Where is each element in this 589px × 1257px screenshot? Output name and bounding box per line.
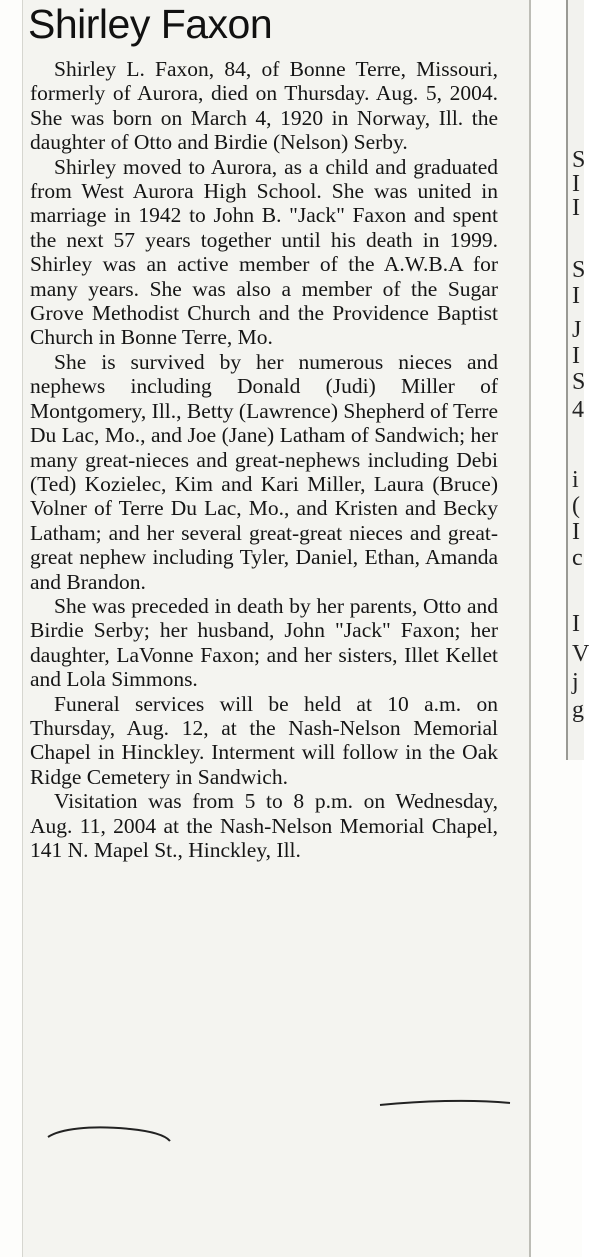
- fragment-char: j: [572, 669, 579, 695]
- paragraph-death-birth: Shirley L. Faxon, 84, of Bonne Terre, Missouri, formerly of Aurora, died on Thursday. Aug. 5, 2004. She was born on March 4, 1920 in Norway, Ill. the daughter of Otto and Birdie (Nelson) Serby.: [30, 57, 498, 155]
- fragment-char: I: [572, 195, 580, 221]
- obituary-headline: Shirley Faxon: [28, 1, 273, 47]
- paragraph-survivors: She is survived by her numerous nieces and nephews including Donald (Judi) Miller of Montgomery, Ill., Betty (Lawrence) Shepherd of Terre Du Lac, Mo., and Joe (Jane) Latham of Sandwich; her many great-nieces and great-nephews including Debi (Ted) Kozielec, Kim and Kari Miller, Laura (Bruce) Volner of Terre Du Lac, Mo., and Kristen and Becky Latham; and her several great-great nieces and great-great nephew including Tyler, Daniel, Ethan, Amanda and Brandon.: [30, 349, 498, 594]
- paragraph-preceded: She was preceded in death by her parents, Otto and Birdie Serby; her husband, John "Jack" Faxon; her daughter, LaVonne Faxon; and her sisters, Illet Kellet and Lola Simmons.: [30, 593, 498, 692]
- fragment-char: S: [572, 147, 586, 173]
- fragment-char: J: [572, 317, 582, 343]
- fragment-char: I: [572, 283, 580, 309]
- fragment-char: g: [572, 697, 584, 723]
- fragment-char: (: [572, 493, 580, 519]
- fragment-char: I: [572, 343, 580, 369]
- fragment-char: S: [572, 257, 586, 283]
- fragment-char: S: [572, 369, 586, 395]
- fragment-char: I: [572, 519, 580, 545]
- fragment-char: 4: [572, 397, 584, 423]
- fragment-char: i: [572, 467, 579, 493]
- fragment-char: I: [572, 171, 580, 197]
- paragraph-life: Shirley moved to Aurora, as a child and graduated from West Aurora High School. She was united in marriage in 1942 to John B. "Jack" Faxon and spent the next 57 years together until his death in 1999. Shirley was an active member of the A.W.B.A for many years. She was also a member of the Sugar Grove Methodist Church and the Providence Baptist Church in Bonne Terre, Mo.: [30, 154, 498, 350]
- fragment-char: I: [572, 611, 580, 637]
- obituary-body: [30, 57, 498, 862]
- adjacent-column-fragment: [566, 0, 589, 760]
- paragraph-funeral: Funeral services will be held at 10 a.m. on Thursday, Aug. 12, at the Nash-Nelson Memorial Chapel in Hinckley. Interment will follow in the Oak Ridge Cemetery in Sandwich.: [30, 691, 498, 789]
- fragment-char: V: [572, 641, 589, 667]
- paragraph-visitation: Visitation was from 5 to 8 p.m. on Wednesday, Aug. 11, 2004 at the Nash-Nelson Memorial Chapel, 141 N. Mapel St., Hinckley, Ill.: [30, 789, 498, 862]
- fragment-char: c: [572, 545, 583, 571]
